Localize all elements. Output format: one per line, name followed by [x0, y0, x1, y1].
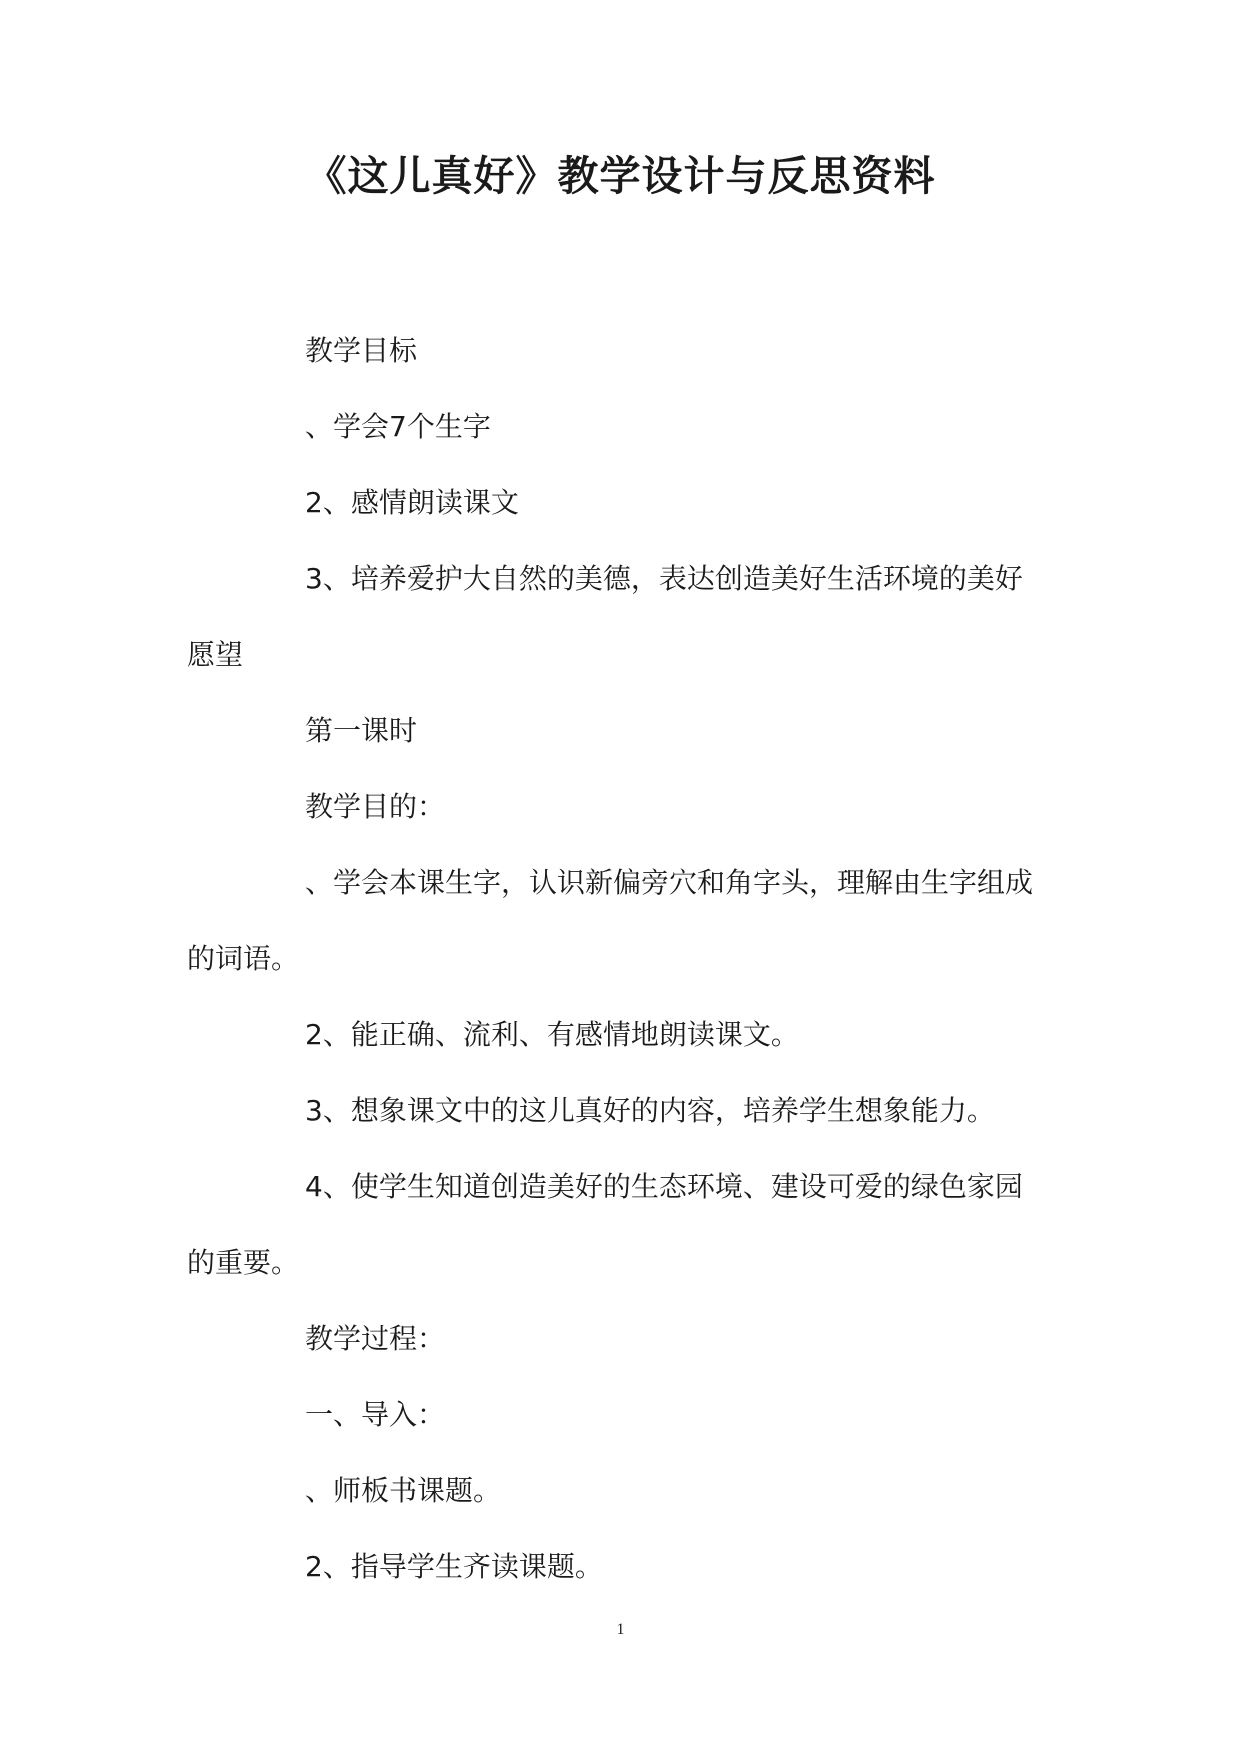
- paragraph-step-2: 2、指导学生齐读课题。: [305, 1550, 603, 1583]
- document-title: 《这儿真好》教学设计与反思资料: [305, 152, 936, 200]
- paragraph-purpose-3: 3、想象课文中的这儿真好的内容，培养学生想象能力。: [305, 1094, 995, 1127]
- paragraph-teaching-process-heading: 教学过程：: [305, 1322, 446, 1355]
- paragraph-purpose-4: 4、使学生知道创造美好的生态环境、建设可爱的绿色家园的重要。: [187, 1170, 1023, 1279]
- paragraph-goal-1: 、学会7个生字: [305, 410, 491, 443]
- paragraph-goal-3: 3、培养爱护大自然的美德，表达创造美好生活环境的美好愿望: [187, 562, 1023, 671]
- page-number: 1: [616, 1621, 625, 1638]
- paragraph-goal-2: 2、感情朗读课文: [305, 486, 519, 519]
- paragraph-step-1: 、师板书课题。: [305, 1474, 502, 1507]
- paragraph-section-intro: 一、导入：: [305, 1398, 446, 1431]
- paragraph-teaching-purpose-heading: 教学目的：: [305, 790, 446, 823]
- paragraph-first-lesson-heading: 第一课时: [305, 714, 418, 747]
- paragraph-teaching-goals-heading: 教学目标: [305, 334, 418, 367]
- paragraph-purpose-1: 、学会本课生字，认识新偏旁穴和角字头，理解由生字组成的词语。: [187, 866, 1034, 975]
- paragraph-purpose-2: 2、能正确、流利、有感情地朗读课文。: [305, 1018, 799, 1051]
